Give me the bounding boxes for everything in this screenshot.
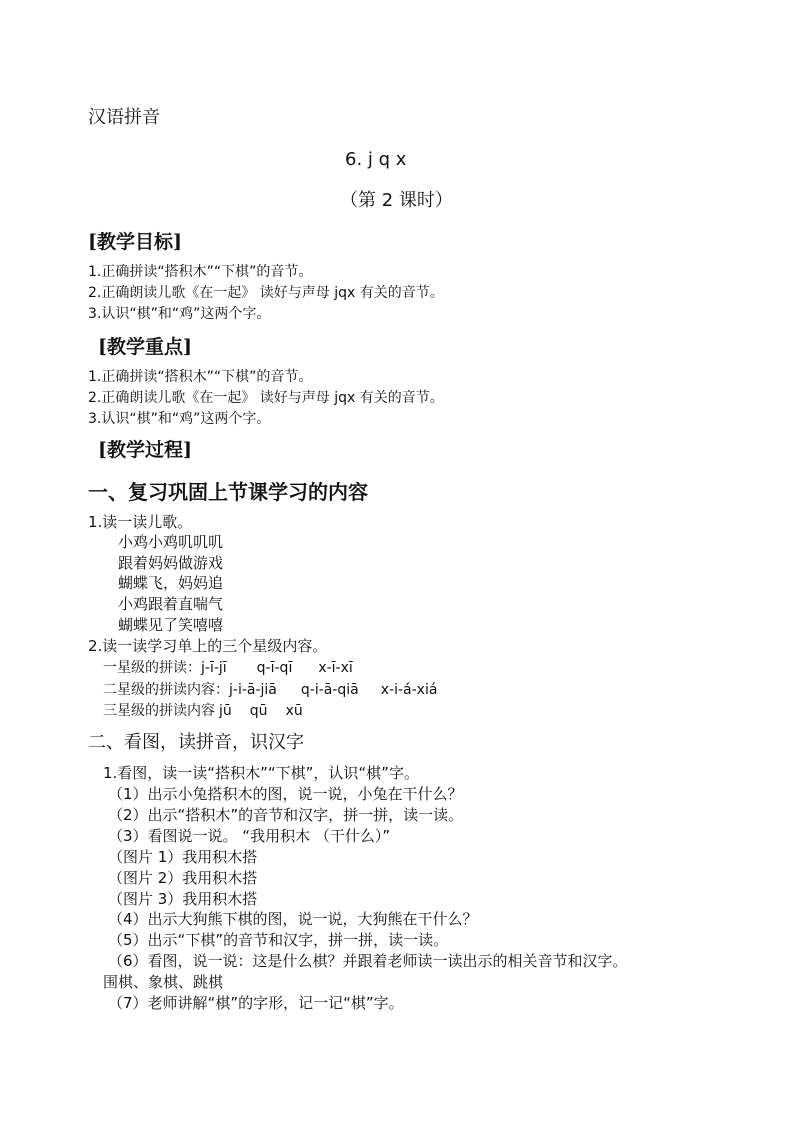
pinyin-item: j-i-ā-jiā	[229, 682, 277, 698]
poem-line: 跟着妈妈做游戏	[118, 554, 224, 572]
part2-line: 围棋、象棋、跳棋	[103, 973, 224, 991]
poem-line: 小鸡小鸡叽叽叽	[118, 533, 224, 551]
step-read-poem: 1.读一读儿歌。	[88, 513, 193, 531]
pinyin-item: q-ī-qī	[256, 660, 293, 676]
part2-line: （图片 2）我用积木搭	[108, 869, 258, 887]
pinyin-item: q-i-ā-qiā	[300, 682, 359, 698]
step-read-levels: 2.读一读学习单上的三个星级内容。	[88, 637, 328, 655]
level-label: 三星级的拼读内容	[103, 703, 215, 719]
level-row-2	[103, 683, 437, 697]
period-label: （第 2 课时）	[340, 190, 453, 211]
part2-line: （5）出示“下棋”的音节和汉字，拼一拼，读一读。	[108, 931, 449, 949]
poem-line: 蝴蝶飞，妈妈追	[118, 574, 224, 592]
key-point-item: 2.正确朗读儿歌《在一起》 读好与声母 jqx 有关的音节。	[88, 390, 444, 406]
part2-line: （图片 1）我用积木搭	[108, 848, 258, 866]
poem-line: 小鸡跟着直喘气	[118, 595, 224, 613]
pinyin-item: j-ī-jī	[201, 660, 227, 676]
part2-line: （4）出示大狗熊下棋的图，说一说，大狗熊在干什么？	[108, 910, 478, 928]
part2-line: （3）看图说一说。 “我用积木 （干什么）”	[108, 827, 391, 845]
part2-line: （7）老师讲解“棋”的字形，记一记“棋”字。	[108, 994, 404, 1012]
lesson-title: 6. j q x	[345, 149, 407, 170]
level-row-1	[103, 661, 353, 675]
objective-item: 1.正确拼读“搭积木”“下棋”的音节。	[88, 264, 313, 280]
key-point-item: 3.认识“棋”和“鸡”这两个字。	[88, 411, 271, 427]
objective-item: 3.认识“棋”和“鸡”这两个字。	[88, 306, 271, 322]
pinyin-item: x-i-á-xiá	[380, 682, 438, 698]
poem-line: 蝴蝶见了笑嘻嘻	[118, 616, 224, 634]
objectives-heading: [教学目标]	[88, 231, 182, 253]
objective-item: 2.正确朗读儿歌《在一起》 读好与声母 jqx 有关的音节。	[88, 285, 444, 301]
subject-title: 汉语拼音	[88, 107, 160, 128]
pinyin-item: jū	[219, 703, 232, 719]
key-point-item: 1.正确拼读“搭积木”“下棋”的音节。	[88, 369, 313, 385]
key-points-heading: [教学重点]	[98, 336, 192, 358]
pinyin-item: xū	[285, 703, 303, 719]
part2-line: 1.看图，读一读“搭积木”“下棋”，认识“棋”字。	[103, 764, 419, 782]
part1-heading: 一、复习巩固上节课学习的内容	[88, 480, 368, 504]
part2-line: （6）看图，说一说：这是什么棋？并跟着老师读一读出示的相关音节和汉字。	[108, 952, 628, 970]
level-label: 一星级的拼读：	[103, 660, 201, 676]
part2-line: （1）出示小兔搭积木的图，说一说，小兔在干什么？	[108, 785, 463, 803]
pinyin-item: x-ī-xī	[318, 660, 353, 676]
level-row-3	[103, 704, 303, 718]
part2-line: （2）出示“搭积木”的音节和汉字，拼一拼，读一读。	[108, 806, 464, 824]
part2-heading: 二、看图，读拼音，识汉字	[88, 732, 304, 753]
level-label: 二星级的拼读内容：	[103, 682, 229, 698]
part2-line: （图片 3）我用积木搭	[108, 890, 258, 908]
process-heading: [教学过程]	[98, 439, 192, 461]
pinyin-item: qū	[249, 703, 268, 719]
